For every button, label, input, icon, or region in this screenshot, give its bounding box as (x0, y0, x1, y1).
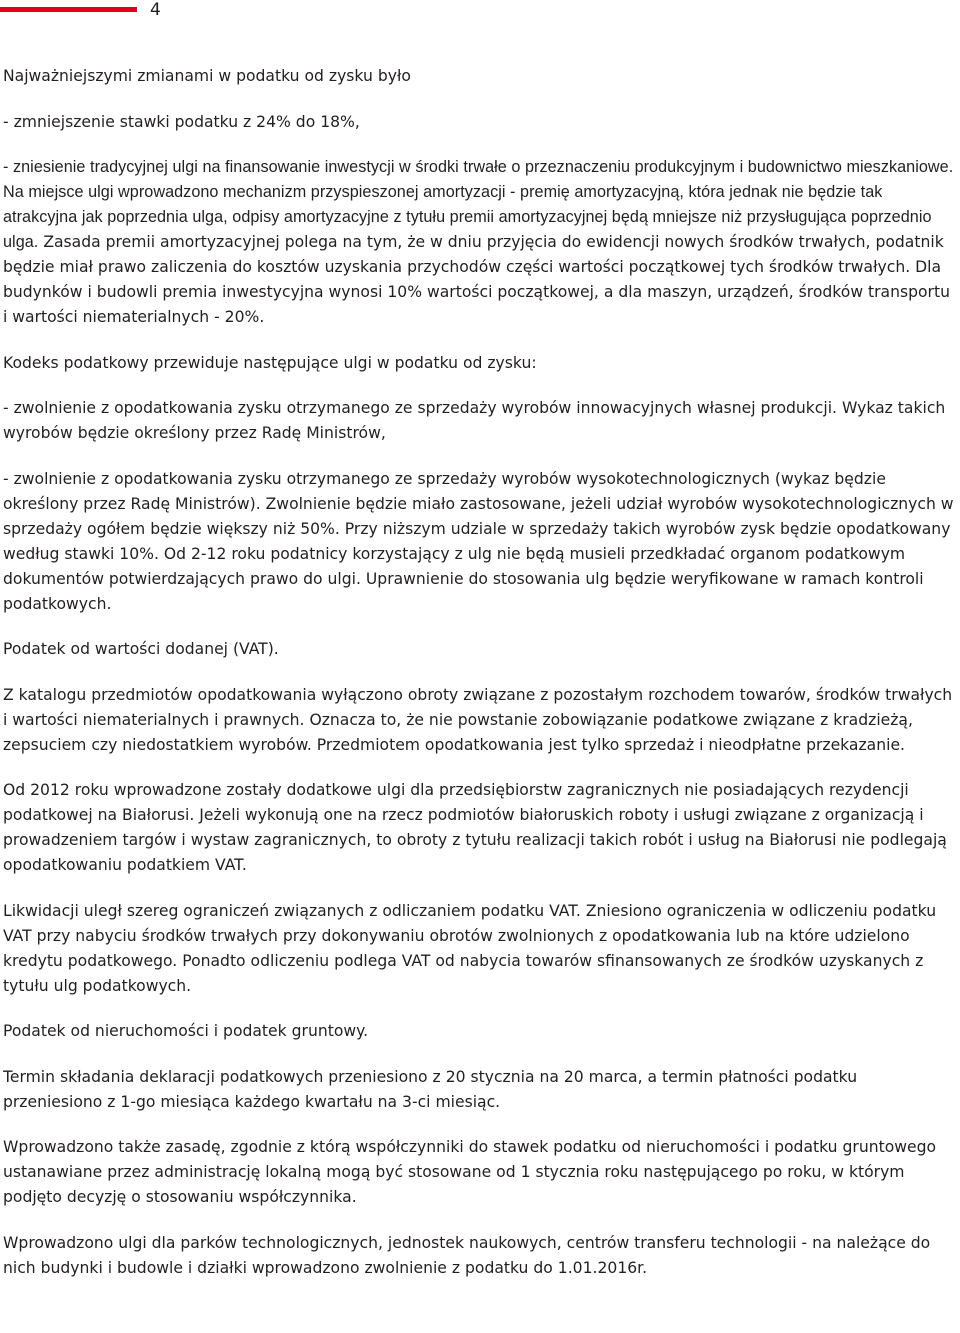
paragraph-tax-code-reliefs: Kodeks podatkowy przewiduje następujące ulgi w podatku od zysku: (3, 353, 537, 372)
paragraph-vat-deductions: Likwidacji uległ szereg ograniczeń związanych z odliczaniem podatku VAT. Zniesiono ograniczenia w odliczeniu podatku VAT przy nabyciu środków trwałych przy dokonywaniu obrotów zwolnionych z opodatkowania lub na które udzielono kredytu podatkowego. Ponadto odliczeniu podlega VAT od nabycia towarów sfinansowanych ze środków uzyskanych z tytułu ulg podatkowych. (3, 901, 937, 995)
paragraph-vat-foreign-companies: Od 2012 roku wprowadzone zostały dodatkowe ulgi dla przedsiębiorstw zagranicznych nie posiadających rezydencji podatkowej na Białorusi. Jeżeli wykonują one na rzecz podmiotów białoruskich roboty i usługi związane z organizacją i prowadzeniem targów i wystaw zagranicznych, to obroty z tytułu realizacji takich robót i usług na Białorusi nie podlegają opodatkowaniu podatkiem VAT. (3, 781, 947, 874)
paragraph-depreciation-part1: - zniesienie tradycyjnej ulgi na finansowanie inwestycji w środki trwałe o przeznaczeniu produkcyjnym i budownictwo mieszkaniowe. Na miejsce ulgi wprowadzono mechanizm przyspieszonej amortyzacji - premię amortyzacyjną, która jednak nie będzie tak atrakcyjna jak poprzednia ulga, odpisy amortyzacyjne z tytułu premii amortyzacyjnej będą mniejsze niż przysługująca poprzednio ulga. (3, 158, 954, 251)
paragraph-high-tech-products: - zwolnienie z opodatkowania zysku otrzymanego ze sprzedaży wyrobów wysokotechnologicznych (wykaz będzie określony przez Radę Ministrów). Zwolnienie będzie miało zastosowane, jeżeli udział wyrobów wysokotechnologicznych w sprzedaży ogółem będzie większy niż 50%. Przy niższym udziale w sprzedaży takich wyrobów zysk będzie opodatkowany według stawki 10%. Od 2-12 roku podatnicy korzystający z ulg nie będą musieli przedkładać organom podatkowym dokumentów potwierdzających prawo do ulgi. Uprawnienie do stosowania ulg będzie weryfikowane w ramach kontroli podatkowych. (3, 469, 954, 613)
paragraph-technology-parks: Wprowadzono ulgi dla parków technologicznych, jednostek naukowych, centrów transferu technologii - na należące do nich budynki i budowle i działki wprowadzono zwolnienie z podatku do 1.01.2016r. (3, 1233, 931, 1277)
paragraph-depreciation-part2: Zasada premii amortyzacyjnej polega na tym, że w dniu przyjęcia do ewidencji nowych środków trwałych, podatnik będzie miał prawo zaliczenia do kosztów uzyskania przychodów części wartości początkowej tych środków trwałych. Dla budynków i budowli premia inwestycyjna wynosi 10% wartości początkowej, a dla maszyn, urządzeń, środków transportu i wartości niematerialnych - 20%. (3, 233, 950, 326)
paragraph-vat-exclusions: Z katalogu przedmiotów opodatkowania wyłączono obroty związane z pozostałym rozchodem towarów, środków trwałych i wartości niematerialnych i prawnych. Oznacza to, że nie powstanie zobowiązanie podatkowe związane z kradzieżą, zepsuciem czy niedostatkiem wyrobów. Przedmiotem opodatkowania jest tylko sprzedaż i nieodpłatne przekazanie. (3, 685, 953, 754)
paragraph-coefficients: Wprowadzono także zasadę, zgodnie z którą współczynniki do stawek podatku od nieruchomości i podatku gruntowego ustanawiane przez administrację lokalną mogą być stosowane od 1 stycznia roku następującego po roku, w którym podjęto decyzję o stosowaniu współczynnika. (3, 1138, 937, 1206)
document-body (3, 64, 959, 1301)
paragraph-innovative-products: - zwolnienie z opodatkowania zysku otrzymanego ze sprzedaży wyrobów innowacyjnych własnej produkcji. Wykaz takich wyrobów będzie określony przez Radę Ministrów, (3, 399, 946, 442)
page-header (0, 0, 960, 24)
section-heading-property-tax: Podatek od nieruchomości i podatek gruntowy. (3, 1022, 369, 1040)
paragraph-declaration-deadline: Termin składania deklaracji podatkowych przeniesiono z 20 stycznia na 20 marca, a termin płatności podatku przeniesiono z 1-go miesiąca każdego kwartału na 3-ci miesiąc. (3, 1067, 858, 1111)
page-number: 4 (150, 0, 161, 20)
section-heading-vat: Podatek od wartości dodanej (VAT). (3, 640, 279, 658)
header-red-rule (0, 7, 137, 12)
paragraph-tax-rate: - zmniejszenie stawki podatku z 24% do 18%, (3, 112, 360, 131)
paragraph-depreciation (3, 155, 959, 330)
paragraph-intro: Najważniejszymi zmianami w podatku od zysku było (3, 67, 411, 85)
